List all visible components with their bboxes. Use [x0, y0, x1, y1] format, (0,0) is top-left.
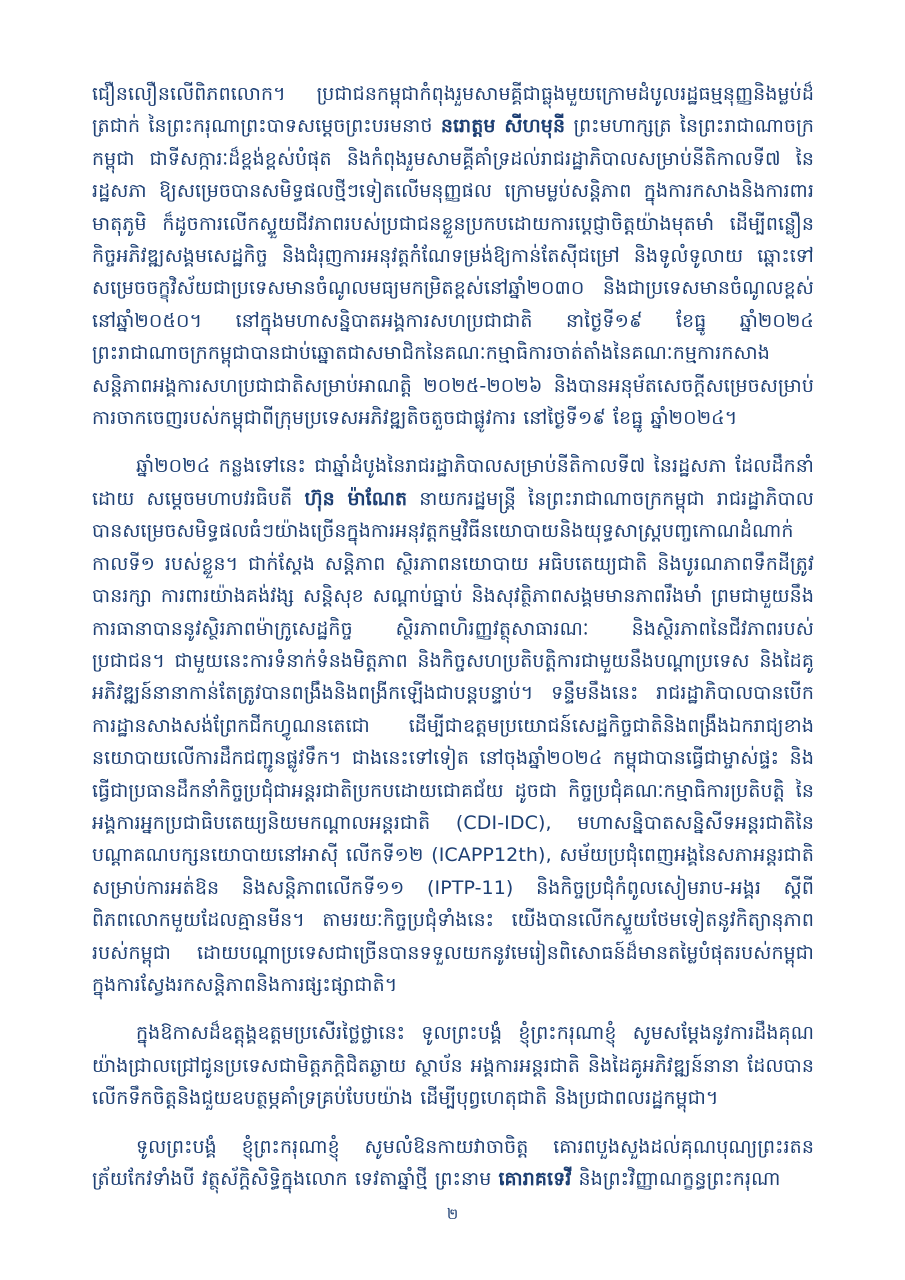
- paragraph-2-text-a: ឆ្នាំ២០២៤ កន្លងទៅនេះ ជាឆ្នាំដំបូងនៃរាជរដ្ឋាភិបាលសម្រាប់នីតិកាលទី៧ នៃរដ្ឋសភា ដែលដឹកនាំដោយ សម្តេចមហាបវរធិបតី: [92, 455, 814, 510]
- paragraph-1-king-name: នរោត្តម សីហមុនី: [440, 115, 566, 138]
- paragraph-1-text-a: ជឿនលឿនលើពិភពលោក។ ប្រជាជនកម្ពុជាកំពុងរួមសាមគ្គីជាធ្លុងមួយក្រោមដំបូលរដ្ឋធម្មនុញ្ញនិងម្លប់ដ៏ត្រជាក់ នៃព្រះករុណាព្រះបាទសម្តេចព្រះបរមនាថ: [92, 83, 814, 138]
- paragraph-4: [92, 1131, 814, 1196]
- paragraph-2-prime-minister-name: ហ៊ុន ម៉ាណែត: [304, 487, 408, 510]
- page-number: ២: [446, 1205, 459, 1223]
- paragraph-1: [92, 78, 814, 434]
- paragraph-3: [92, 1017, 814, 1114]
- paragraph-4-text-a: ទូលព្រះបង្គំ ខ្ញុំព្រះករុណាខ្ញុំ សូមលំឱនកាយវាចាចិត្ត គោរពបួងសួងដល់គុណបុណ្យព្រះរតនត្រ័យកែវទាំងបី វត្ថុស័ក្តិសិទ្ធិក្នុងលោក ទេវតាឆ្នាំថ្មី ព្រះនាម: [92, 1135, 814, 1190]
- paragraph-1-text-b: ព្រះមហាក្សត្រ នៃព្រះរាជាណាចក្រកម្ពុជា ជាទីសក្ការៈដ៏ខ្ពង់ខ្ពស់បំផុត និងកំពុងរួមសាមគ្គីគាំទ្រដល់រាជរដ្ឋាភិបាលសម្រាប់នីតិកាលទី៧ នៃរដ្ឋសភា ឱ្យសម្រេចបានសមិទ្ធផលថ្មីៗទៀតលើមនុញ្ញផល ក្រោមម្លប់សន្តិភាព ក្នុងការកសាងនិងការពារមាតុភូមិ ក៏ដូចការលើកស្ទួយជីវភាពរបស់ប្រជាជនខ្លួនប្រកបដោយការប្តេជ្ញាចិត្តយ៉ាងមុតមាំ ដើម្បីពន្លឿនកិច្ចអភិវឌ្ឍសង្គមសេដ្ឋកិច្ច និងជំរុញការអនុវត្តកំណែទម្រង់ឱ្យកាន់តែស៊ីជម្រៅ និងទូលំទូលាយ ឆ្ពោះទៅសម្រេចចក្ខុវិស័យជាប្រទេសមានចំណូលមធ្យមកម្រិតខ្ពស់នៅឆ្នាំ២០៣០ និងជាប្រទេសមានចំណូលខ្ពស់នៅឆ្នាំ២០៥០។ នៅក្នុងមហាសន្និបាតអង្គការសហប្រជាជាតិ នាថ្ងៃទី១៩ ខែធ្នូ ឆ្នាំ២០២៤ ព្រះរាជាណាចក្រកម្ពុជាបានជាប់ឆ្នោតជាសមាជិកនៃគណៈកម្មាធិការចាត់តាំងនៃគណៈកម្មការកសាងសន្តិភាពអង្គការសហប្រជាជាតិសម្រាប់អាណត្តិ ២០២៥-២០២៦ និងបានអនុម័តសេចក្តីសម្រេចសម្រាប់ការចាកចេញរបស់កម្ពុជាពីក្រុមប្រទេសអភិវឌ្ឍតិចតួចជាផ្លូវការ នៅថ្ងៃទី១៩ ខែធ្នូ ឆ្នាំ២០២៤។: [92, 115, 814, 430]
- paragraph-3-text: ក្នុងឱកាសដ៏ឧត្តុង្គឧត្តមប្រសើរថ្លៃថ្លានេះ ទូលព្រះបង្គំ ខ្ញុំព្រះករុណាខ្ញុំ សូមសម្តែងនូវការដឹងគុណយ៉ាងជ្រាលជ្រៅជូនប្រទេសជាមិត្តភក្តិជិតឆ្ងាយ ស្ថាប័ន អង្គការអន្តរជាតិ និងដៃគូអភិវឌ្ឍន៍នានា ដែលបានលើកទឹកចិត្តនិងជួយឧបត្ថម្ភគាំទ្រគ្រប់បែបយ៉ាង ដើម្បីបុព្វហេតុជាតិ និងប្រជាពលរដ្ឋកម្ពុជា។: [92, 1022, 814, 1110]
- paragraph-4-new-year-angel-name: គោរាគទេវី: [498, 1168, 572, 1190]
- paragraph-2-text-b: នាយករដ្ឋមន្ត្រី នៃព្រះរាជាណាចក្រកម្ពុជា រាជរដ្ឋាភិបាលបានសម្រេចសមិទ្ធផលធំៗយ៉ាងច្រើនក្នុងការអនុវត្តកម្មវិធីនយោបាយនិងយុទ្ធសាស្ត្របញ្ចកោណដំណាក់កាលទី១ របស់ខ្លួន។ ជាក់ស្តែង សន្តិភាព ស្ថិរភាពនយោបាយ អធិបតេយ្យជាតិ និងបូរណភាពទឹកដីត្រូវបានរក្សា ការពារយ៉ាងគង់វង្ស សន្តិសុខ សណ្តាប់ធ្នាប់ និងសុវត្ថិភាពសង្គមមានភាពរឹងមាំ ព្រមជាមួយនឹងការធានាបាននូវស្ថិរភាពម៉ាក្រូសេដ្ឋកិច្ច ស្ថិរភាពហិរញ្ញវត្ថុសាធារណៈ និងស្ថិរភាពនៃជីវភាពរបស់ប្រជាជន។ ជាមួយនេះការទំនាក់ទំនងមិត្តភាព និងកិច្ចសហប្រតិបត្តិការជាមួយនឹងបណ្តាប្រទេស និងដៃគូអភិវឌ្ឍន៍នានាកាន់តែត្រូវបានពង្រឹងនិងពង្រីកឡើងជាបន្តបន្ទាប់។ ទន្ទឹមនឹងនេះ រាជរដ្ឋាភិបាលបានបើកការដ្ឋានសាងសង់ព្រែកជីកហ្វូណនតេជោ ដើម្បីជាឧត្តមប្រយោជន៍សេដ្ឋកិច្ចជាតិនិងពង្រឹងឯករាជ្យខាងនយោបាយលើការដឹកជញ្ជូនផ្លូវទឹក។ ជាងនេះទៅទៀត នៅចុងឆ្នាំ២០២៤ កម្ពុជាបានធ្វើជាម្ចាស់ផ្ទះ និងធ្វើជាប្រធានដឹកនាំកិច្ចប្រជុំជាអន្តរជាតិប្រកបដោយជោគជ័យ ដូចជា កិច្ចប្រជុំគណៈកម្មាធិការប្រតិបត្តិ នៃអង្គការអ្នកប្រជាធិបតេយ្យនិយមកណ្តាលអន្តរជាតិ (CDI-IDC), មហាសន្និបាតសន្និសីទអន្តរជាតិនៃបណ្តាគណបក្សនយោបាយនៅអាស៊ី លើកទី១២ (ICAPP12th), សម័យប្រជុំពេញអង្គនៃសភាអន្តរជាតិសម្រាប់ការអត់ឱន និងសន្តិភាពលើកទី១១ (IPTP-11) និងកិច្ចប្រជុំកំពូលសៀមរាប-អង្គរ ស្តីពីពិភពលោកមួយដែលគ្មានមីន។ តាមរយៈកិច្ចប្រជុំទាំងនេះ យើងបានលើកស្ទួយថែមទៀតនូវកិត្យានុភាពរបស់កម្ពុជា ដោយបណ្តាប្រទេសជាច្រើនបានទទួលយកនូវមេរៀនពិសោធន៍ដ៏មានតម្លៃបំផុតរបស់កម្ពុជាក្នុងការស្វែងរកសន្តិភាពនិងការផ្សះផ្សាជាតិ។: [92, 487, 814, 996]
- paragraph-4-text-b: និងព្រះវិញ្ញាណក្ខន្ធព្រះករុណា: [571, 1168, 781, 1190]
- document-body: [92, 78, 814, 1211]
- paragraph-2: [92, 450, 814, 1001]
